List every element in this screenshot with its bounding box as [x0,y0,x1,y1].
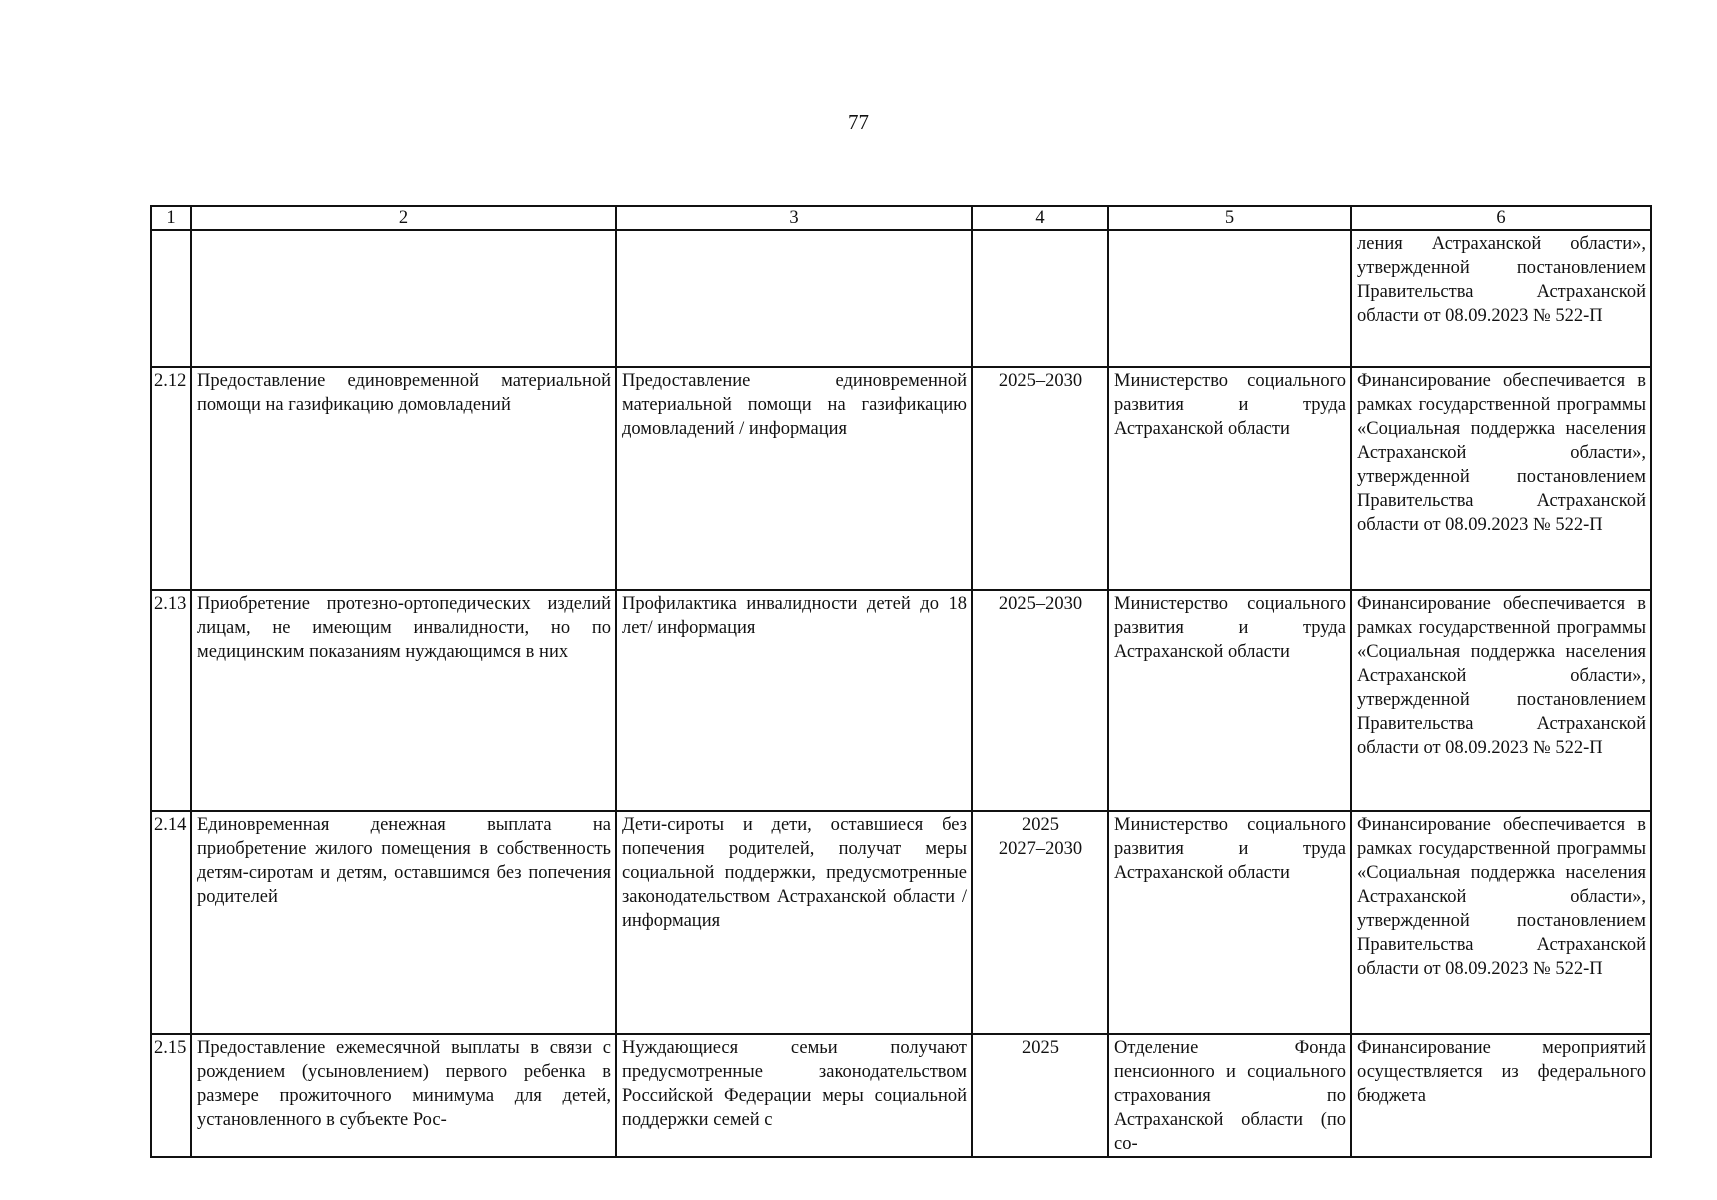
funding-cell: Финансирование обеспечивается в рамках государственной программы «Социальная поддержка населения Астраханской области», утвержденной постановлением Правительства Астраханской области от 08.09.2023 № 522-П [1351,811,1651,1034]
period-line: 2025 [1022,815,1059,835]
executor-cell [1108,230,1351,367]
period-line: 2025 [1022,1038,1059,1058]
row-number: 2.15 [151,1034,191,1157]
result-cell: Профилактика инвалидности детей до 18 лет/ информация [616,590,972,811]
measure-cell: Предоставление единовременной материальной помощи на газификацию домовладений [191,367,616,590]
period-cell [972,367,1108,590]
row-number [151,230,191,367]
column-number-1: 1 [151,206,191,230]
row-number: 2.12 [151,367,191,590]
table-row [151,811,1651,1034]
table-row [151,590,1651,811]
executor-cell: Министерство социального развития и труда Астраханской области [1108,590,1351,811]
result-cell: Дети-сироты и дети, оставшиеся без попечения родителей, получат меры социальной поддержки, предусмотренные законодательством Астраханской области / информация [616,811,972,1034]
period-cell [972,590,1108,811]
measure-cell: Приобретение протезно-ортопедических изделий лицам, не имеющим инвалидности, но по медицинским показаниям нуждающимся в них [191,590,616,811]
period-line: 2027–2030 [998,839,1083,859]
funding-cell: Финансирование обеспечивается в рамках государственной программы «Социальная поддержка населения Астраханской области», утвержденной постановлением Правительства Астраханской области от 08.09.2023 № 522-П [1351,367,1651,590]
funding-cell: Финансирование обеспечивается в рамках государственной программы «Социальная поддержка населения Астраханской области», утвержденной постановлением Правительства Астраханской области от 08.09.2023 № 522-П [1351,590,1651,811]
measures-table [150,205,1652,1158]
result-cell [616,230,972,367]
column-number-3: 3 [616,206,972,230]
table-row [151,1034,1651,1157]
column-number-6: 6 [1351,206,1651,230]
period-line: 2025–2030 [998,371,1083,391]
measure-cell: Предоставление ежемесячной выплаты в связи с рождением (усыновлением) первого ребенка в размере прожиточного минимума для детей, установленного в субъекте Рос- [191,1034,616,1157]
result-cell: Предоставление единовременной материальной помощи на газификацию домовладений / информация [616,367,972,590]
row-number: 2.13 [151,590,191,811]
funding-cell: ления Астраханской области», утвержденной постановлением Правительства Астраханской области от 08.09.2023 № 522-П [1351,230,1651,367]
funding-cell: Финансирование мероприятий осуществляется из федерального бюджета [1351,1034,1651,1157]
period-cell [972,230,1108,367]
period-cell [972,1034,1108,1157]
header-row [151,206,1651,230]
result-cell: Нуждающиеся семьи получают предусмотренные законодательством Российской Федерации меры социальной поддержки семей с [616,1034,972,1157]
column-number-4: 4 [972,206,1108,230]
page-number: 77 [848,110,869,134]
period-line: 2025–2030 [998,594,1083,614]
column-number-2: 2 [191,206,616,230]
table-row [151,367,1651,590]
measure-cell [191,230,616,367]
column-number-5: 5 [1108,206,1351,230]
table-row [151,230,1651,367]
executor-cell: Министерство социального развития и труда Астраханской области [1108,367,1351,590]
executor-cell: Отделение Фонда пенсионного и социального страхования по Астраханской области (по со- [1108,1034,1351,1157]
period-cell [972,811,1108,1034]
measure-cell: Единовременная денежная выплата на приобретение жилого помещения в собственность детям-сиротам и детям, оставшимся без попечения родителей [191,811,616,1034]
executor-cell: Министерство социального развития и труда Астраханской области [1108,811,1351,1034]
row-number: 2.14 [151,811,191,1034]
